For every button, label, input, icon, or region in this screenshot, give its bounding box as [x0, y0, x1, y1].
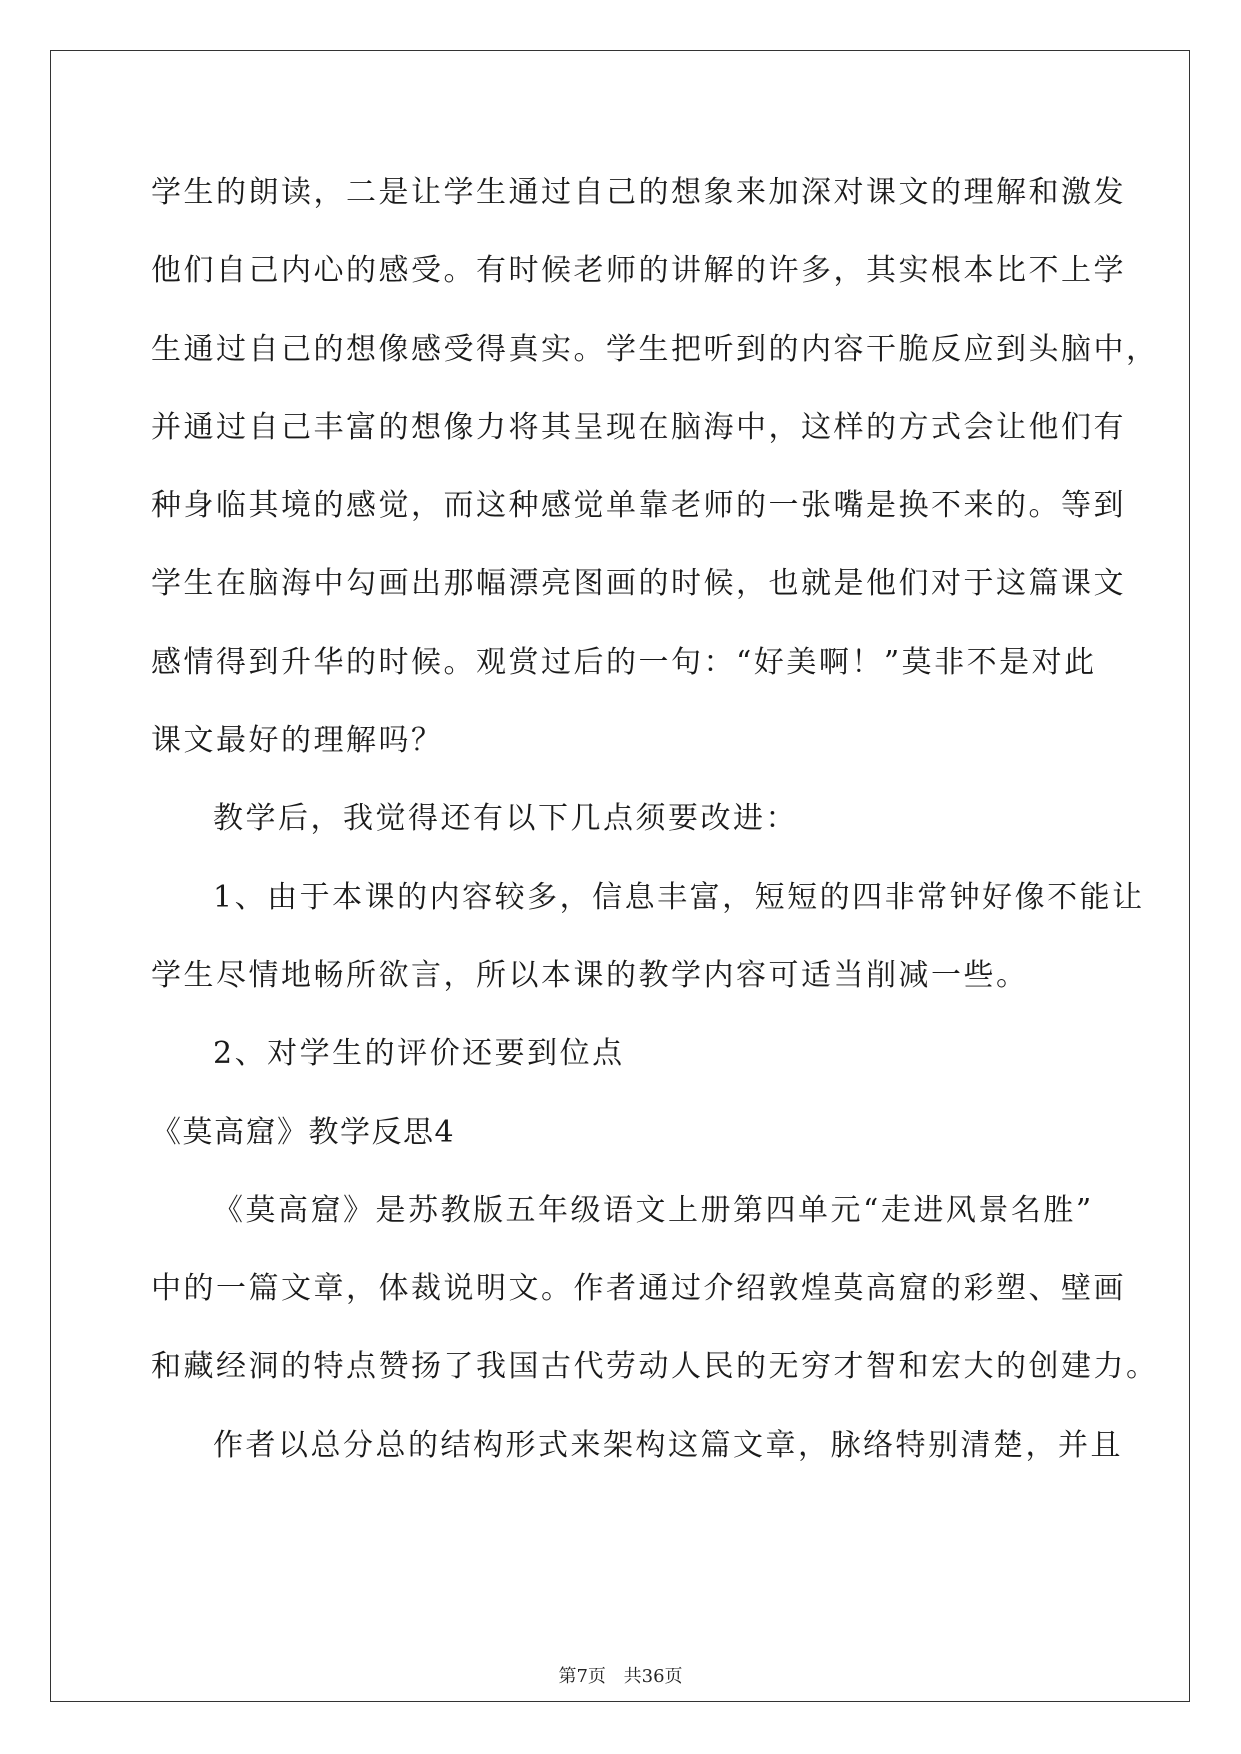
body-line: 生通过自己的想像感受得真实。学生把听到的内容干脆反应到头脑中，	[151, 331, 1159, 367]
list-item-1: 1、由于本课的内容较多，信息丰富，短短的四非常钟好像不能让	[213, 879, 1145, 915]
page-number: 第7页	[558, 1666, 606, 1687]
body-line: 中的一篇文章，体裁说明文。作者通过介绍敦煌莫高窟的彩塑、壁画	[151, 1271, 1126, 1307]
body-line: 学生在脑海中勾画出那幅漂亮图画的时候，也就是他们对于这篇课文	[151, 566, 1126, 602]
paragraph-line: 教学后，我觉得还有以下几点须要改进：	[213, 801, 798, 837]
page-total: 共36页	[623, 1666, 683, 1687]
page-footer	[0, 1662, 1241, 1688]
body-line: 感情得到升华的时候。观赏过后的一句：“好美啊！”莫非不是对此	[151, 644, 1097, 680]
list-item-2: 2、对学生的评价还要到位点	[213, 1036, 625, 1072]
body-line: 他们自己内心的感受。有时候老师的讲解的许多，其实根本比不上学	[151, 253, 1126, 289]
section-heading: 《莫高窟》教学反思4	[151, 1114, 456, 1150]
body-line: 和藏经洞的特点赞扬了我国古代劳动人民的无穷才智和宏大的创建力。	[151, 1349, 1159, 1385]
document-body	[151, 154, 1159, 1485]
body-line: 并通过自己丰富的想像力将其呈现在脑海中，这样的方式会让他们有	[151, 409, 1126, 445]
body-line: 种身临其境的感觉，而这种感觉单靠老师的一张嘴是换不来的。等到	[151, 488, 1126, 524]
paragraph-line: 《莫高窟》是苏教版五年级语文上册第四单元“走进风景名胜”	[213, 1192, 1094, 1228]
body-line: 学生的朗读，二是让学生通过自己的想象来加深对课文的理解和激发	[151, 175, 1126, 210]
body-line: 课文最好的理解吗？	[151, 723, 444, 759]
body-line: 学生尽情地畅所欲言，所以本课的教学内容可适当削减一些。	[151, 957, 1029, 993]
paragraph-line: 作者以总分总的结构形式来架构这篇文章，脉络特别清楚，并且	[213, 1427, 1123, 1463]
